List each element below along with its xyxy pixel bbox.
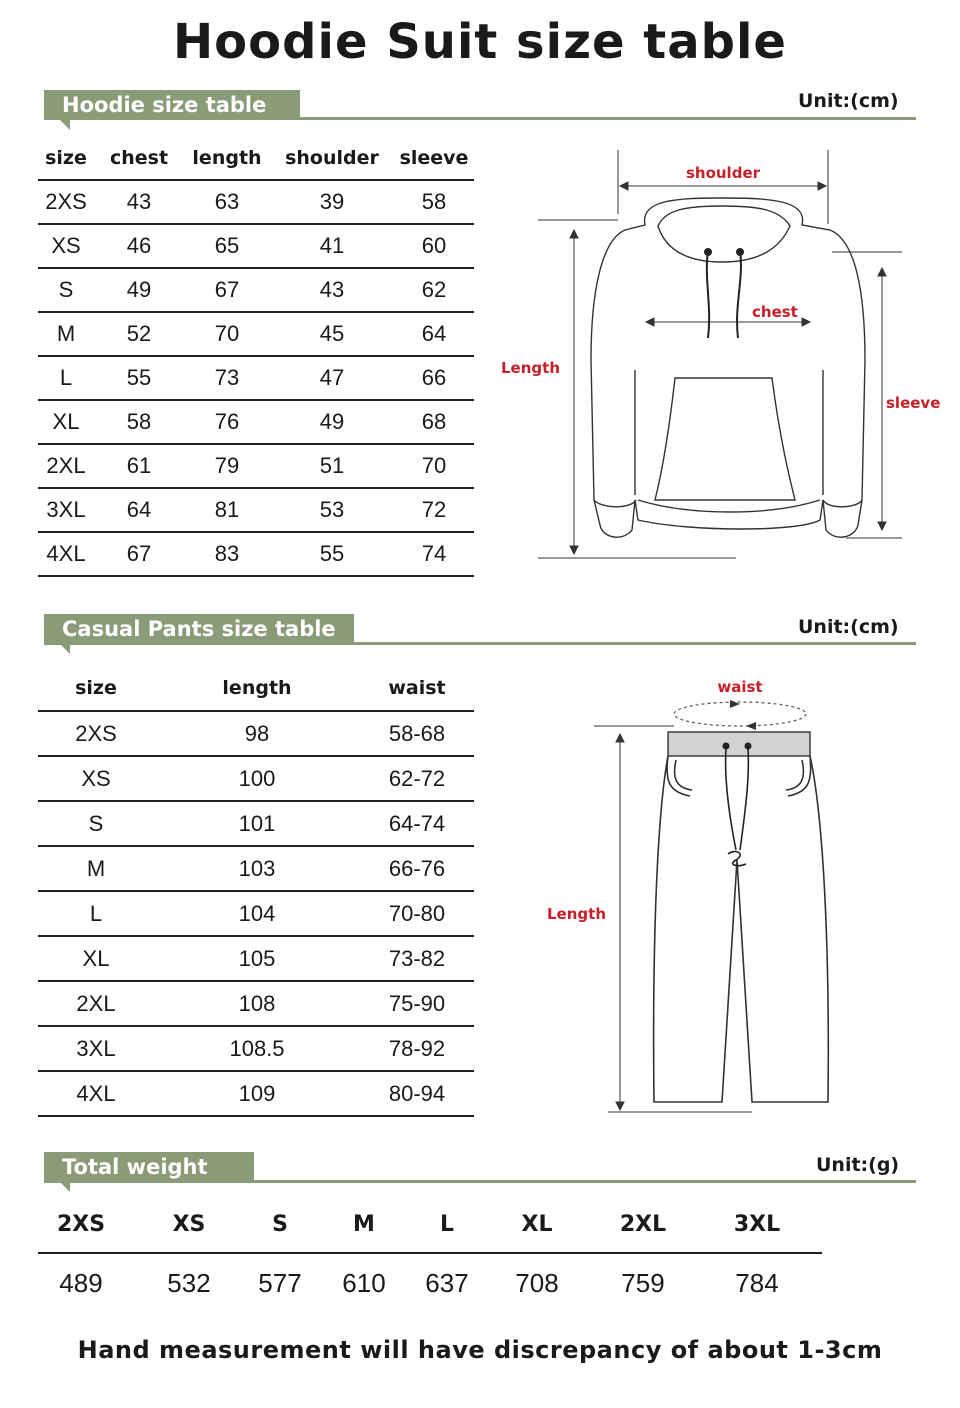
weight-size-headers [38,1212,830,1237]
table-cell: 65 [184,224,270,268]
arrowhead-icon [802,318,810,326]
table-cell: 62-72 [360,756,474,801]
table-cell: 74 [394,532,474,576]
table-row [38,1071,474,1116]
hoodie-measure-lines [538,150,902,558]
drawstring-icon [726,748,749,850]
waistband-icon [668,732,810,756]
table-cell: 70 [394,444,474,488]
table-cell: 81 [184,488,270,532]
table-cell: M [38,312,94,356]
weight-value: 610 [342,1268,386,1298]
table-cell: 70 [184,312,270,356]
table-cell: 98 [154,711,360,756]
hoodie-header-row [38,136,474,180]
weight-size-label: L [439,1212,455,1237]
table-cell: 66-76 [360,846,474,891]
table-cell: XL [38,936,154,981]
table-cell: 58 [94,400,184,444]
table-cell: L [38,891,154,936]
hoodie-col-size: size [38,136,94,180]
pants-measure-lines [594,726,752,1112]
arrowhead-icon [616,1102,624,1110]
hoodie-size-table [38,136,474,577]
table-cell: 39 [270,180,394,224]
table-cell: 49 [94,268,184,312]
table-cell: 61 [94,444,184,488]
table-row [38,444,474,488]
measurement-note: Hand measurement will have discrepancy of about 1-3cm [77,1336,883,1364]
table-cell: 3XL [38,1026,154,1071]
table-cell: XS [38,756,154,801]
table-cell: XS [38,224,94,268]
pants-length-label: Length [547,905,606,923]
arrowhead-icon [730,700,740,708]
pants-section-tag [44,614,354,644]
weight-value: 759 [621,1268,665,1298]
weight-size-label: 2XL [619,1212,667,1237]
hoodie-unit: Unit:(cm) [798,90,899,112]
weight-unit: Unit:(g) [816,1154,900,1176]
drawstring-right-icon [737,250,741,338]
table-cell: 4XL [38,532,94,576]
weight-size-label: M [353,1212,375,1237]
table-cell: 58 [394,180,474,224]
table-cell: 52 [94,312,184,356]
waist-measure-ellipse [674,702,806,726]
grommet-icon [736,248,744,256]
table-cell: 64-74 [360,801,474,846]
table-cell: 53 [270,488,394,532]
table-cell: 3XL [38,488,94,532]
table-cell: 109 [154,1071,360,1116]
weight-value: 784 [735,1268,779,1298]
table-row [38,400,474,444]
table-row [38,981,474,1026]
hoodie-col-chest: chest [94,136,184,180]
pants-outline-icon [654,756,829,1102]
table-row [38,711,474,756]
table-cell: 2XS [38,711,154,756]
arrowhead-icon [878,522,886,530]
table-cell: 64 [394,312,474,356]
weight-size-label: XS [172,1212,206,1237]
pants-col-waist: waist [360,666,474,711]
table-cell: 68 [394,400,474,444]
table-cell: 108 [154,981,360,1026]
tag-notch [60,644,70,654]
chest-label: chest [752,303,798,321]
hoodie-diagram [490,140,960,570]
table-row [38,180,474,224]
table-cell: L [38,356,94,400]
table-row [38,488,474,532]
table-cell: 70-80 [360,891,474,936]
table-cell: 60 [394,224,474,268]
table-cell: 101 [154,801,360,846]
table-cell: 2XL [38,444,94,488]
hoodie-length-label: Length [501,359,560,377]
arrowhead-icon [570,546,578,554]
table-cell: 67 [94,532,184,576]
table-cell: 2XL [38,981,154,1026]
table-cell: 100 [154,756,360,801]
table-cell: S [38,268,94,312]
pants-section-rule [44,642,916,645]
table-row [38,891,474,936]
arrowhead-icon [746,722,756,730]
table-cell: 73-82 [360,936,474,981]
table-cell: 83 [184,532,270,576]
sleeve-label: sleeve [886,394,941,412]
arrowhead-icon [620,182,628,190]
weight-value: 532 [167,1268,211,1298]
table-cell: 64 [94,488,184,532]
table-cell: 46 [94,224,184,268]
table-cell: 55 [94,356,184,400]
table-cell: 4XL [38,1071,154,1116]
hoodie-col-sleeve: sleeve [394,136,474,180]
table-row [38,756,474,801]
table-row [38,268,474,312]
table-cell: 105 [154,936,360,981]
grommet-icon [704,248,712,256]
weight-section-label: Total weight [62,1155,208,1179]
weight-section-rule [44,1180,916,1183]
table-cell: 67 [184,268,270,312]
weight-size-label: 2XS [56,1212,106,1237]
hoodie-col-length: length [184,136,270,180]
table-row [38,224,474,268]
table-cell: 78-92 [360,1026,474,1071]
table-cell: 58-68 [360,711,474,756]
page-title: Hoodie Suit size table [173,14,787,70]
arrowhead-icon [818,182,826,190]
weight-value: 637 [425,1268,469,1298]
drawstring-left-icon [707,250,709,338]
weight-divider [38,1252,822,1254]
table-row [38,1026,474,1071]
weight-size-label: 3XL [733,1212,781,1237]
hoodie-section-label: Hoodie size table [62,93,267,117]
table-cell: 104 [154,891,360,936]
table-cell: 43 [94,180,184,224]
table-cell: 41 [270,224,394,268]
waist-label: waist [717,678,763,696]
table-row [38,312,474,356]
weight-value: 708 [515,1268,559,1298]
table-cell: 108.5 [154,1026,360,1071]
table-cell: 2XS [38,180,94,224]
table-cell: M [38,846,154,891]
pants-header-row [38,666,474,711]
table-row [38,801,474,846]
table-cell: 80-94 [360,1071,474,1116]
hoodie-outline-icon [591,198,865,537]
table-cell: 49 [270,400,394,444]
tag-notch [60,120,70,130]
table-cell: 72 [394,488,474,532]
table-cell: 66 [394,356,474,400]
table-cell: 62 [394,268,474,312]
pants-diagram [540,670,840,1120]
table-cell: 103 [154,846,360,891]
table-cell: 55 [270,532,394,576]
hoodie-section-tag [44,90,300,120]
table-cell: 51 [270,444,394,488]
weight-value: 489 [59,1268,103,1298]
weight-value: 577 [258,1268,302,1298]
tag-notch [60,1182,70,1192]
weight-size-label: S [272,1212,288,1237]
pants-col-length: length [154,666,360,711]
hoodie-section-rule [44,117,916,120]
table-cell: 79 [184,444,270,488]
pants-section-label: Casual Pants size table [62,617,336,641]
table-cell: 47 [270,356,394,400]
weight-size-label: XL [521,1212,553,1237]
arrowhead-icon [878,268,886,276]
table-row [38,356,474,400]
table-cell: 73 [184,356,270,400]
table-row [38,532,474,576]
weight-values-row [38,1268,830,1299]
table-cell: 63 [184,180,270,224]
pants-size-table [38,666,474,1117]
table-row [38,846,474,891]
table-cell: 43 [270,268,394,312]
table-cell: S [38,801,154,846]
arrowhead-icon [646,318,654,326]
arrowhead-icon [570,230,578,238]
pants-col-size: size [38,666,154,711]
table-cell: 45 [270,312,394,356]
arrowhead-icon [616,734,624,742]
shoulder-label: shoulder [685,164,761,182]
table-row [38,936,474,981]
table-cell: 75-90 [360,981,474,1026]
pants-unit: Unit:(cm) [798,616,899,638]
hoodie-col-shoulder: shoulder [270,136,394,180]
table-cell: XL [38,400,94,444]
weight-section-tag [44,1152,254,1182]
table-cell: 76 [184,400,270,444]
